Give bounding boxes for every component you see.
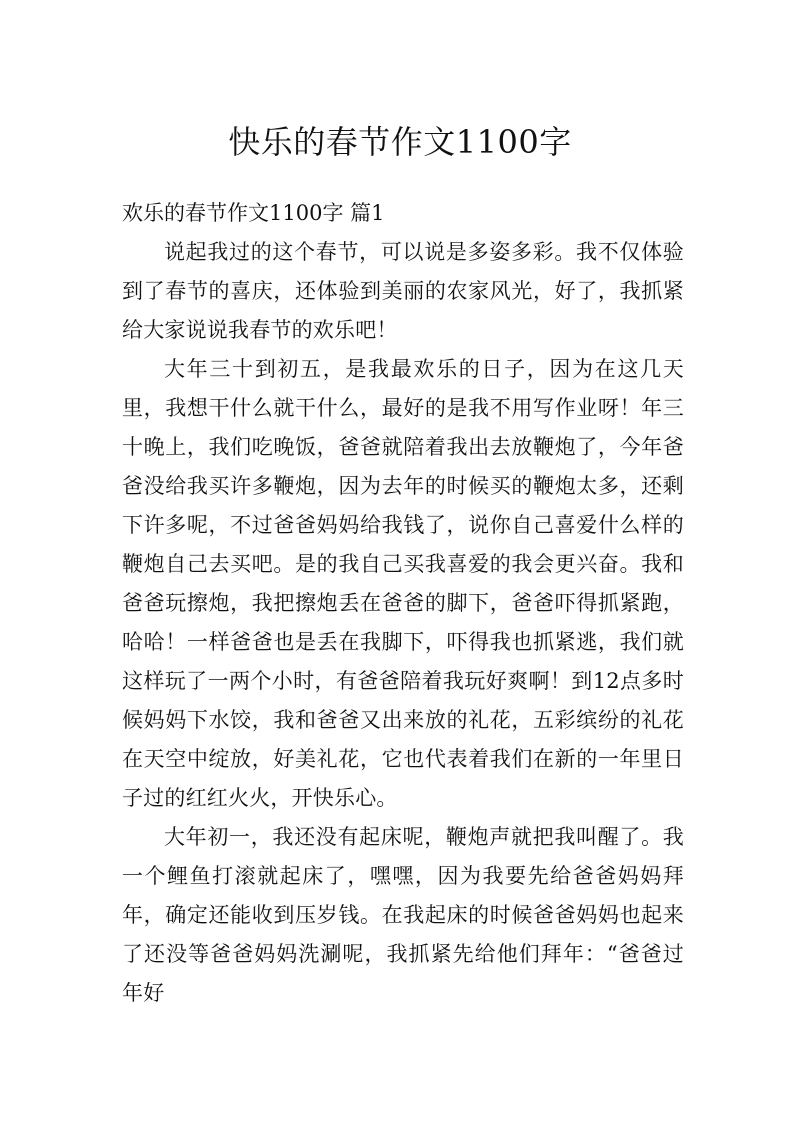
essay-subtitle: 欢乐的春节作文1100字 篇1 (122, 201, 385, 225)
document-body (122, 194, 684, 1013)
paragraph-1: 说起我过的这个春节，可以说是多姿多彩。我不仅体验到了春节的喜庆，还体验到美丽的农家风光，好了，我抓紧给大家说说我春节的欢乐吧！ (122, 240, 684, 342)
paragraph-3: 大年初一，我还没有起床呢，鞭炮声就把我叫醒了。我一个鲤鱼打滚就起床了，嘿嘿，因为我要先给爸爸妈妈拜年，确定还能收到压岁钱。在我起床的时候爸爸妈妈也起来了还没等爸爸妈妈洗涮呢，我抓紧先给他们拜年：“爸爸过年好 (122, 825, 684, 1005)
paragraph-2: 大年三十到初五，是我最欢乐的日子，因为在这几天里，我想干什么就干什么，最好的是我不用写作业呀！年三十晚上，我们吃晚饭，爸爸就陪着我出去放鞭炮了，今年爸爸没给我买许多鞭炮，因为去年的时候买的鞭炮太多，还剩下许多呢，不过爸爸妈妈给我钱了，说你自己喜爱什么样的鞭炮自己去买吧。是的我自己买我喜爱的我会更兴奋。我和爸爸玩擦炮，我把擦炮丢在爸爸的脚下，爸爸吓得抓紧跑，哈哈！一样爸爸也是丢在我脚下，吓得我也抓紧逃，我们就这样玩了一两个小时，有爸爸陪着我玩好爽啊！到12点多时候妈妈下水饺，我和爸爸又出来放的礼花，五彩缤纷的礼花在天空中绽放，好美礼花，它也代表着我们在新的一年里日子过的红红火火，开快乐心。 (122, 357, 684, 810)
document-title: 快乐的春节作文1100字 (228, 123, 572, 161)
